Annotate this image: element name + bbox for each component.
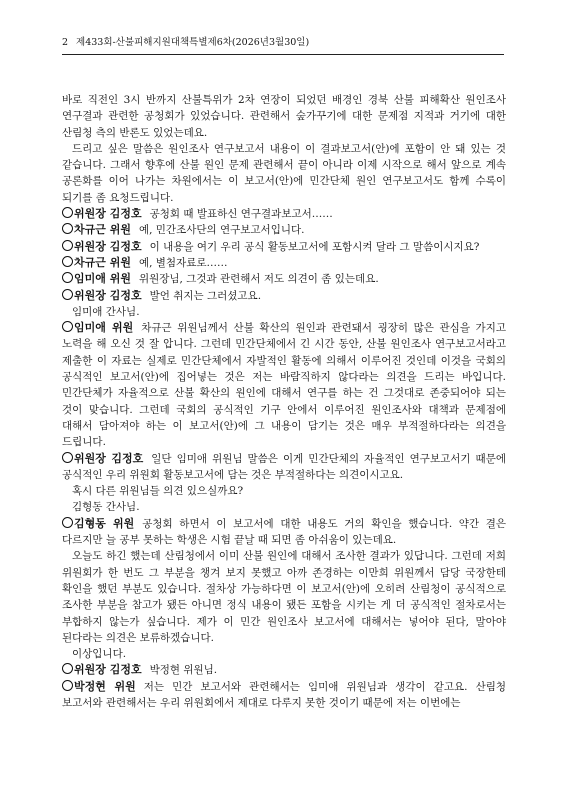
paragraph-text: 이상입니다. [72,648,127,661]
speech-paragraph [62,271,506,287]
speech-paragraph [62,516,506,549]
speaker-name: 차규근 위원 [74,223,131,237]
text-paragraph [62,499,506,515]
text-paragraph [62,646,506,662]
paragraph-text: 혹시 다른 위원님들 의견 있으실까요? [72,485,244,498]
paragraph-text: 저는 민간 보고서와 관련해서는 임미애 위원님과 생각이 같고요. 산림청 보고서와 관련해서는 우리 위원회에서 제대로 다루지 못한 것이기 때문에 저는 이번에는 [62,680,507,709]
speaker-marker-icon [62,321,73,332]
text-paragraph [62,483,506,499]
speaker-marker-icon [62,452,73,463]
text-paragraph [62,141,506,206]
paragraph-text: 바로 직전인 3시 반까지 산불특위가 2차 연장이 되었던 배경인 경북 산불 피해확산 원인조사 연구결과 관련한 공청회가 있었습니다. 관련해서 숲가꾸기에 대한 문제점 지적과 거기에 대한 산림청 측의 반론도 있었는데요. [62,94,506,139]
speaker-name: 위원장 김정호 [74,663,142,677]
speaker-name: 위원장 김정호 [74,451,144,465]
speaker-name: 위원장 김정호 [74,207,142,221]
paragraph-text: 공청회 하면서 이 보고서에 대한 내용도 거의 확인을 했습니다. 약간 결은 다르지만 늘 공부 못하는 학생은 시험 끝날 때 되면 좀 아쉬움이 있는데요. [62,517,506,547]
speaker-marker-icon [62,680,73,691]
paragraph-text: 오늘도 하긴 했는데 산림청에서 이미 산불 원인에 대해서 조사한 결과가 있답니다. 그런데 저희 위원회가 한 번도 그 부분을 챙겨 보지 못했고 아까 존경하는 이만희 위원께서 담당 국장한테 확인을 했던 부분도 있습니다. 절차상 가능하다면 이 보고서(안)에 오히려 산림청이 공식적으로 조사한 부분을 참고가 됐든 아니면 정식 내용이 됐든 포함을 시키는 게 더 공식적인 절차로서는 부합하지 않는가 싶습니다. 제가 이 민간 원인조사 보고서에 대해서는 넣어야 된다, 말아야 된다라는 의견은 보류하겠습니다. [62,550,506,644]
speech-paragraph [62,288,506,304]
text-paragraph [62,304,506,320]
speaker-name: 위원장 김정호 [74,288,142,302]
speaker-marker-icon [62,272,73,283]
paragraph-text: 위원장님, 그것과 관련해서 저도 의견이 좀 있는데요. [138,273,379,286]
paragraph-text: 예, 별첨자료로…… [138,256,228,269]
speaker-name: 위원장 김정호 [74,239,142,253]
speaker-name: 박정현 위원 [74,679,136,693]
speaker-marker-icon [62,207,73,218]
header-title: 제433회-산불피해지원대책특별제6차(2026년3월30일) [76,37,310,48]
page-number: 2 [62,37,69,48]
paragraph-text: 예, 민간조사단의 연구보고서입니다. [138,224,305,237]
paragraph-text: 이 내용을 여기 우리 공식 활동보고서에 포함시켜 달라 그 말씀이시지요? [149,240,480,253]
speech-paragraph [62,451,506,484]
speech-paragraph [62,320,506,450]
speaker-marker-icon [62,240,73,251]
speech-paragraph [62,679,506,712]
speaker-name: 차규근 위원 [74,255,131,269]
speech-paragraph [62,222,506,238]
speaker-name: 임미애 위원 [74,321,134,335]
speaker-marker-icon [62,663,73,674]
paragraph-text: 일단 임미애 위원님 말씀은 이게 민간단체의 자율적인 연구보고서기 때문에 공식적인 우리 위원회 활동보고서에 담는 것은 부적절하다는 의견이시고요. [62,452,506,481]
speaker-name: 임미애 위원 [74,272,131,286]
speech-paragraph [62,255,506,271]
speaker-marker-icon [62,517,73,528]
speech-paragraph [62,239,506,255]
paragraph-text: 박정현 위원님. [149,664,218,677]
paragraph-text: 발언 취지는 그러셨고요. [149,289,262,302]
speech-paragraph [62,662,506,678]
text-paragraph [62,92,506,141]
page-header [62,36,504,55]
paragraph-text: 차규근 위원님께서 산불 확산의 원인과 관련돼서 굉장히 많은 관심을 가지고 노력을 해 오신 것 잘 압니다. 그런데 민간단체에서 긴 시간 동안, 산불 원인조사 연구보고서라고 제출한 이 자료는 실제로 민간단체에서 자발적인 활동에 의해서 이루어진 것인데 이것을 국회의 공식적인 보고서(안)에 집어넣는 것은 저는 바람직하지 않다라는 의견을 드리는 바입니다. 민간단체가 자율적으로 산불 확산의 원인에 대해서 연구를 하는 건 그것대로 존중되어야 되는 것이 맞습니다. 그런데 국회의 공식적인 기구 안에서 이루어진 원인조사와 대책과 문제점에 대해서 담아져야 하는 이 보고서(안)에 그 내용이 담기는 것은 매우 부적절하다라는 의견을 드립니다. [62,322,506,449]
text-paragraph [62,548,506,646]
speech-paragraph [62,206,506,222]
paragraph-text: 김형동 간사님. [72,501,140,514]
speaker-name: 김형동 위원 [74,516,135,530]
speaker-marker-icon [62,223,73,234]
paragraph-text: 드리고 싶은 말씀은 원인조사 연구보고서 내용이 이 결과보고서(안)에 포함이 안 돼 있는 것 같습니다. 그래서 향후에 산불 원인 문제 관련해서 끝이 아니라 이제 시작으로 해서 앞으로 계속 공론화를 이어 나가는 차원에서는 이 보고서(안)에 민간단체 원인 연구보고서도 함께 수록이 되기를 좀 요청드립니다. [62,142,506,204]
transcript-body [62,92,506,711]
paragraph-text: 임미애 간사님. [72,305,140,318]
speaker-marker-icon [62,289,73,300]
speaker-marker-icon [62,256,73,267]
paragraph-text: 공청회 때 발표하신 연구결과보고서…… [149,208,333,221]
